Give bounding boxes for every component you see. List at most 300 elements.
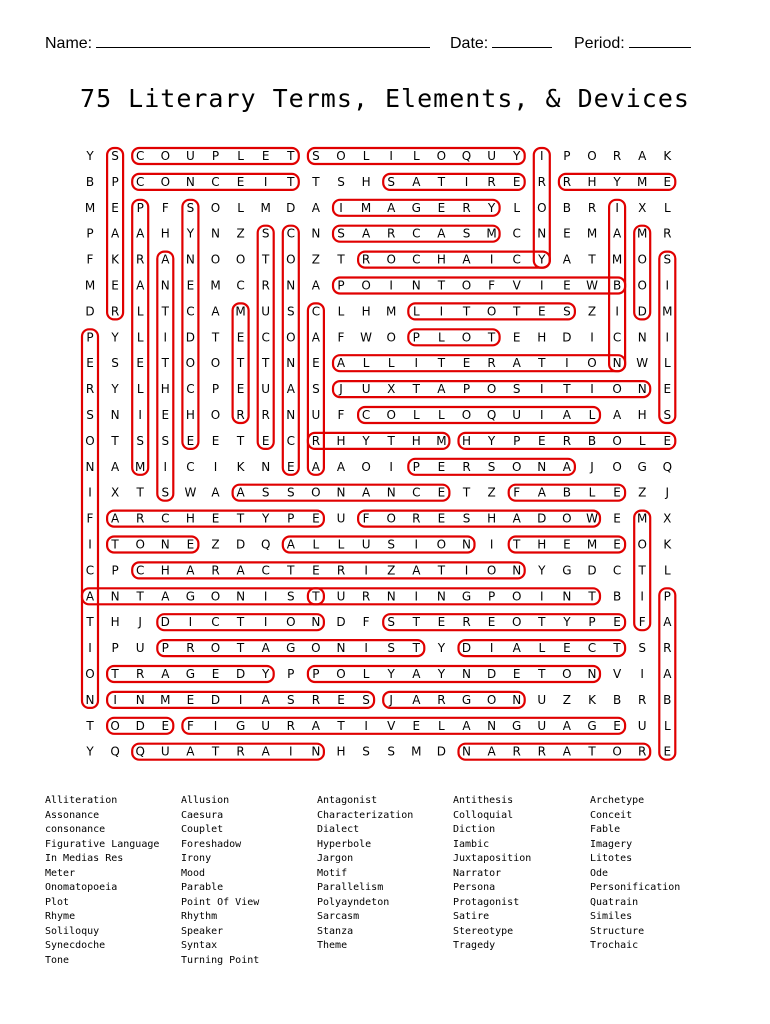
grid-letter[interactable]: O	[461, 330, 472, 345]
grid-letter[interactable]: H	[487, 511, 497, 526]
grid-letter[interactable]: M	[360, 200, 372, 215]
grid-letter[interactable]: F	[488, 278, 496, 293]
grid-letter[interactable]: G	[185, 589, 196, 604]
grid-letter[interactable]: P	[588, 615, 596, 630]
grid-letter[interactable]: L	[237, 200, 244, 215]
grid-letter[interactable]: M	[637, 511, 648, 526]
grid-letter[interactable]: S	[261, 485, 270, 500]
grid-letter[interactable]: C	[85, 563, 95, 578]
grid-letter[interactable]: A	[387, 200, 396, 215]
grid-letter[interactable]: D	[461, 641, 472, 656]
grid-letter[interactable]: M	[611, 252, 623, 267]
grid-letter[interactable]: A	[261, 692, 270, 707]
grid-letter[interactable]: O	[637, 252, 647, 267]
grid-letter[interactable]: A	[412, 667, 421, 681]
grid-letter[interactable]: E	[538, 433, 546, 448]
grid-letter[interactable]: M	[84, 278, 96, 293]
grid-letter[interactable]: R	[612, 149, 622, 163]
grid-letter[interactable]: A	[261, 641, 270, 656]
grid-letter[interactable]: N	[85, 692, 95, 707]
grid-letter[interactable]: Y	[487, 433, 496, 448]
grid-letter[interactable]: R	[136, 667, 145, 681]
grid-letter[interactable]: A	[286, 537, 295, 552]
grid-letter[interactable]: I	[289, 744, 293, 759]
grid-letter[interactable]: M	[84, 200, 96, 215]
grid-letter[interactable]: W	[360, 330, 373, 345]
grid-letter[interactable]: H	[160, 382, 170, 397]
grid-letter[interactable]: C	[211, 174, 220, 189]
grid-letter[interactable]: Y	[262, 511, 270, 526]
grid-letter[interactable]: L	[362, 149, 370, 163]
grid-letter[interactable]: A	[562, 744, 572, 759]
grid-letter[interactable]: O	[386, 408, 396, 422]
grid-letter[interactable]: C	[311, 304, 321, 319]
grid-letter[interactable]: E	[538, 304, 546, 319]
grid-letter[interactable]: A	[236, 485, 245, 500]
grid-letter[interactable]: M	[637, 174, 648, 189]
grid-letter[interactable]: T	[613, 641, 621, 656]
grid-letter[interactable]: B	[85, 174, 95, 189]
grid-letter[interactable]: R	[638, 744, 647, 759]
grid-letter[interactable]: O	[486, 382, 497, 397]
grid-letter[interactable]: P	[136, 200, 144, 215]
grid-letter[interactable]: T	[462, 304, 471, 319]
grid-letter[interactable]: E	[337, 692, 345, 707]
grid-letter[interactable]: N	[286, 408, 296, 422]
grid-letter[interactable]: C	[612, 330, 622, 345]
grid-letter[interactable]: P	[161, 641, 169, 656]
grid-letter[interactable]: T	[337, 252, 345, 267]
grid-letter[interactable]: R	[387, 226, 396, 241]
grid-letter[interactable]: F	[513, 485, 521, 500]
grid-letter[interactable]: P	[513, 433, 521, 448]
grid-letter[interactable]: Y	[362, 433, 370, 448]
grid-letter[interactable]: T	[487, 330, 496, 345]
grid-letter[interactable]: T	[236, 356, 245, 371]
grid-letter[interactable]: O	[461, 278, 472, 293]
grid-letter[interactable]: I	[439, 304, 444, 319]
grid-letter[interactable]: C	[236, 278, 245, 293]
grid-letter[interactable]: G	[562, 563, 572, 578]
grid-letter[interactable]: R	[186, 641, 195, 656]
grid-letter[interactable]: L	[387, 356, 395, 371]
grid-letter[interactable]: R	[236, 408, 245, 422]
grid-letter[interactable]: P	[337, 278, 345, 293]
grid-letter[interactable]: Q	[662, 459, 673, 474]
grid-letter[interactable]: D	[336, 615, 346, 630]
date-blank-line[interactable]	[492, 32, 552, 48]
grid-letter[interactable]: S	[111, 149, 119, 163]
date-field[interactable]	[450, 32, 552, 53]
grid-letter[interactable]: R	[261, 408, 270, 422]
grid-letter[interactable]: U	[261, 718, 271, 733]
grid-letter[interactable]: E	[663, 174, 672, 189]
grid-letter[interactable]: G	[461, 692, 472, 707]
grid-letter[interactable]: R	[361, 589, 371, 604]
grid-letter[interactable]: A	[412, 174, 421, 189]
grid-letter[interactable]: Y	[613, 174, 621, 189]
grid-letter[interactable]: R	[85, 382, 95, 397]
grid-letter[interactable]: U	[135, 641, 145, 656]
grid-letter[interactable]: G	[286, 641, 296, 656]
grid-letter[interactable]: R	[663, 641, 672, 656]
grid-letter[interactable]: I	[163, 330, 168, 345]
period-field[interactable]	[574, 32, 691, 53]
grid-letter[interactable]: E	[161, 408, 170, 422]
grid-letter[interactable]: L	[663, 718, 671, 733]
grid-letter[interactable]: T	[236, 511, 245, 526]
grid-letter[interactable]: B	[612, 278, 622, 293]
grid-letter[interactable]: A	[161, 667, 170, 681]
grid-letter[interactable]: I	[489, 252, 494, 267]
grid-letter[interactable]: C	[361, 408, 371, 422]
grid-letter[interactable]: I	[238, 692, 243, 707]
grid-letter[interactable]: E	[161, 718, 170, 733]
grid-letter[interactable]: N	[512, 692, 522, 707]
grid-letter[interactable]: O	[486, 692, 497, 707]
grid-letter[interactable]: D	[135, 718, 145, 733]
grid-letter[interactable]: O	[210, 589, 221, 604]
grid-letter[interactable]: M	[260, 200, 271, 215]
grid-letter[interactable]: O	[160, 174, 171, 189]
grid-letter[interactable]: E	[487, 615, 496, 630]
grid-letter[interactable]: O	[386, 330, 396, 345]
grid-letter[interactable]: N	[637, 330, 647, 345]
grid-letter[interactable]: A	[512, 641, 521, 656]
grid-letter[interactable]: Z	[311, 252, 321, 267]
grid-letter[interactable]: M	[637, 226, 648, 241]
grid-letter[interactable]: Y	[437, 667, 446, 681]
grid-letter[interactable]: N	[311, 226, 321, 241]
grid-letter[interactable]: R	[487, 174, 496, 189]
grid-letter[interactable]: C	[136, 149, 145, 163]
grid-letter[interactable]: L	[438, 718, 445, 733]
grid-letter[interactable]: A	[136, 278, 145, 293]
grid-letter[interactable]: I	[88, 485, 92, 500]
grid-letter[interactable]: K	[111, 252, 120, 267]
grid-letter[interactable]: A	[186, 744, 195, 759]
grid-letter[interactable]: O	[562, 511, 572, 526]
grid-letter[interactable]: T	[538, 615, 546, 630]
grid-letter[interactable]: O	[612, 744, 622, 759]
grid-letter[interactable]: C	[512, 226, 521, 241]
grid-letter[interactable]: M	[160, 692, 171, 707]
grid-letter[interactable]: Y	[387, 667, 395, 681]
grid-letter[interactable]: O	[135, 537, 145, 552]
grid-letter[interactable]: A	[85, 589, 95, 604]
grid-letter[interactable]: T	[538, 667, 546, 681]
grid-letter[interactable]: O	[85, 667, 95, 681]
grid-letter[interactable]: S	[312, 382, 320, 397]
grid-letter[interactable]: E	[412, 718, 421, 733]
grid-letter[interactable]: I	[565, 356, 569, 371]
grid-letter[interactable]: P	[86, 226, 94, 241]
grid-letter[interactable]: N	[110, 589, 120, 604]
grid-letter[interactable]: I	[163, 459, 168, 474]
grid-letter[interactable]: C	[286, 433, 295, 448]
grid-letter[interactable]: L	[663, 563, 671, 578]
grid-letter[interactable]: F	[186, 718, 194, 733]
grid-letter[interactable]: Y	[487, 200, 496, 215]
grid-letter[interactable]: O	[486, 304, 497, 319]
grid-letter[interactable]: C	[512, 252, 521, 267]
grid-letter[interactable]: G	[235, 718, 246, 733]
grid-letter[interactable]: B	[562, 485, 572, 500]
grid-letter[interactable]: A	[512, 356, 521, 371]
grid-letter[interactable]: T	[312, 174, 320, 189]
grid-letter[interactable]: T	[136, 589, 144, 604]
grid-letter[interactable]: I	[263, 615, 268, 630]
grid-letter[interactable]: A	[412, 563, 421, 578]
grid-letter[interactable]: Q	[260, 537, 271, 552]
grid-letter[interactable]: X	[638, 200, 647, 215]
grid-letter[interactable]: N	[135, 692, 145, 707]
grid-letter[interactable]: L	[412, 304, 420, 319]
grid-letter[interactable]: R	[412, 511, 421, 526]
grid-letter[interactable]: J	[665, 485, 670, 500]
grid-letter[interactable]: C	[186, 304, 195, 319]
grid-letter[interactable]: T	[337, 718, 345, 733]
grid-letter[interactable]: C	[211, 615, 220, 630]
grid-letter[interactable]: Z	[587, 304, 597, 319]
grid-letter[interactable]: A	[211, 485, 220, 500]
grid-letter[interactable]: I	[414, 356, 419, 371]
grid-letter[interactable]: I	[263, 589, 268, 604]
grid-letter[interactable]: S	[161, 433, 170, 448]
grid-letter[interactable]: O	[386, 252, 396, 267]
grid-letter[interactable]: I	[590, 330, 594, 345]
grid-letter[interactable]: T	[513, 537, 521, 552]
grid-letter[interactable]: Y	[513, 149, 521, 163]
grid-letter[interactable]: E	[111, 200, 119, 215]
grid-letter[interactable]: O	[311, 641, 321, 656]
grid-letter[interactable]: N	[286, 278, 296, 293]
grid-letter[interactable]: F	[86, 252, 94, 267]
grid-letter[interactable]: A	[336, 356, 346, 371]
grid-letter[interactable]: E	[437, 485, 446, 500]
grid-letter[interactable]: T	[538, 356, 546, 371]
grid-letter[interactable]: O	[210, 200, 221, 215]
grid-letter[interactable]: T	[287, 174, 295, 189]
grid-letter[interactable]: O	[461, 408, 472, 422]
grid-letter[interactable]: W	[184, 485, 197, 500]
grid-letter[interactable]: S	[387, 174, 396, 189]
grid-letter[interactable]: L	[136, 330, 144, 345]
grid-letter[interactable]: N	[462, 744, 471, 759]
grid-letter[interactable]: E	[136, 356, 144, 371]
grid-letter[interactable]: A	[311, 330, 321, 345]
grid-letter[interactable]: M	[386, 304, 397, 319]
grid-letter[interactable]: H	[336, 744, 346, 759]
grid-letter[interactable]: P	[412, 459, 420, 474]
grid-letter[interactable]: O	[587, 356, 597, 371]
grid-letter[interactable]: T	[638, 563, 646, 578]
grid-letter[interactable]: A	[663, 667, 672, 681]
grid-letter[interactable]: D	[160, 615, 170, 630]
grid-letter[interactable]: B	[587, 433, 597, 448]
grid-letter[interactable]: N	[637, 382, 647, 397]
grid-letter[interactable]: Z	[562, 692, 572, 707]
grid-letter[interactable]: K	[588, 692, 596, 707]
grid-letter[interactable]: J	[138, 615, 142, 630]
grid-letter[interactable]: A	[612, 226, 622, 241]
grid-letter[interactable]: W	[636, 356, 649, 371]
grid-letter[interactable]: Q	[486, 408, 497, 422]
grid-letter[interactable]: S	[462, 226, 471, 241]
grid-letter[interactable]: C	[136, 563, 145, 578]
grid-letter[interactable]: D	[286, 200, 296, 215]
grid-letter[interactable]: X	[387, 382, 396, 397]
grid-letter[interactable]: E	[261, 149, 270, 163]
grid-letter[interactable]: I	[88, 641, 92, 656]
grid-letter[interactable]: E	[512, 174, 521, 189]
grid-letter[interactable]: O	[511, 615, 522, 630]
grid-letter[interactable]: L	[362, 356, 370, 371]
grid-letter[interactable]: Y	[262, 667, 270, 681]
grid-letter[interactable]: Y	[437, 641, 446, 656]
grid-letter[interactable]: O	[160, 149, 171, 163]
grid-letter[interactable]: I	[88, 537, 92, 552]
grid-letter[interactable]: D	[587, 563, 597, 578]
grid-letter[interactable]: T	[312, 589, 320, 604]
grid-letter[interactable]: N	[185, 174, 195, 189]
grid-letter[interactable]: Z	[487, 485, 496, 500]
grid-letter[interactable]: R	[437, 692, 446, 707]
grid-letter[interactable]: A	[437, 382, 446, 397]
grid-letter[interactable]: O	[361, 459, 371, 474]
grid-letter[interactable]: S	[312, 149, 320, 163]
grid-letter[interactable]: S	[362, 692, 370, 707]
grid-letter[interactable]: I	[489, 641, 494, 656]
grid-letter[interactable]: S	[663, 408, 672, 422]
grid-letter[interactable]: T	[236, 433, 245, 448]
grid-letter[interactable]: E	[512, 667, 521, 681]
grid-letter[interactable]: E	[563, 226, 571, 241]
grid-letter[interactable]: I	[615, 200, 619, 215]
grid-letter[interactable]: A	[562, 252, 572, 267]
grid-letter[interactable]: E	[211, 667, 220, 681]
grid-letter[interactable]: U	[261, 304, 271, 319]
grid-letter[interactable]: E	[613, 537, 621, 552]
grid-letter[interactable]: I	[640, 589, 644, 604]
grid-letter[interactable]: J	[339, 382, 343, 397]
grid-letter[interactable]: R	[537, 174, 546, 189]
grid-letter[interactable]: X	[663, 511, 672, 526]
grid-letter[interactable]: D	[637, 304, 647, 319]
grid-letter[interactable]: S	[387, 744, 396, 759]
grid-letter[interactable]: N	[386, 485, 396, 500]
grid-letter[interactable]: L	[513, 200, 521, 215]
grid-letter[interactable]: A	[136, 226, 145, 241]
grid-letter[interactable]: Y	[563, 615, 571, 630]
grid-letter[interactable]: I	[414, 537, 419, 552]
grid-letter[interactable]: P	[111, 563, 119, 578]
grid-letter[interactable]: I	[489, 537, 494, 552]
grid-letter[interactable]: P	[211, 382, 220, 397]
grid-letter[interactable]: R	[211, 563, 220, 578]
grid-letter[interactable]: O	[210, 252, 221, 267]
grid-letter[interactable]: T	[563, 382, 571, 397]
grid-letter[interactable]: H	[361, 304, 371, 319]
grid-letter[interactable]: Q	[135, 744, 145, 759]
grid-letter[interactable]: W	[586, 278, 598, 293]
grid-letter[interactable]: T	[437, 278, 446, 293]
grid-letter[interactable]: U	[261, 382, 271, 397]
grid-letter[interactable]: E	[437, 511, 446, 526]
grid-letter[interactable]: O	[336, 667, 346, 681]
grid-letter[interactable]: G	[637, 459, 647, 474]
grid-letter[interactable]: S	[136, 433, 145, 448]
grid-letter[interactable]: O	[612, 433, 622, 448]
grid-letter[interactable]: L	[136, 382, 144, 397]
grid-letter[interactable]: I	[213, 718, 218, 733]
grid-letter[interactable]: L	[136, 304, 144, 319]
grid-letter[interactable]: A	[110, 459, 120, 474]
grid-letter[interactable]: N	[160, 537, 170, 552]
grid-letter[interactable]: A	[663, 615, 672, 630]
grid-letter[interactable]: C	[261, 330, 270, 345]
grid-letter[interactable]: C	[136, 174, 145, 189]
grid-letter[interactable]: D	[85, 304, 95, 319]
grid-letter[interactable]: M	[486, 226, 497, 241]
grid-letter[interactable]: O	[210, 408, 221, 422]
grid-letter[interactable]: H	[537, 330, 547, 345]
grid-letter[interactable]: A	[612, 408, 622, 422]
grid-letter[interactable]: O	[612, 459, 622, 474]
grid-letter[interactable]: O	[562, 667, 572, 681]
grid-letter[interactable]: G	[411, 200, 421, 215]
grid-letter[interactable]: S	[387, 537, 396, 552]
grid-letter[interactable]: Z	[387, 563, 396, 578]
grid-letter[interactable]: I	[138, 408, 142, 422]
grid-letter[interactable]: S	[261, 226, 270, 241]
grid-letter[interactable]: F	[86, 511, 94, 526]
grid-letter[interactable]: R	[462, 615, 471, 630]
grid-letter[interactable]: T	[236, 641, 245, 656]
grid-letter[interactable]: R	[311, 433, 321, 448]
grid-letter[interactable]: E	[437, 200, 446, 215]
name-field[interactable]	[45, 32, 430, 53]
grid-letter[interactable]: N	[211, 226, 220, 241]
grid-letter[interactable]: L	[663, 356, 671, 371]
grid-letter[interactable]: T	[437, 174, 446, 189]
grid-letter[interactable]: O	[511, 589, 522, 604]
grid-letter[interactable]: A	[311, 200, 321, 215]
grid-letter[interactable]: E	[186, 433, 195, 448]
grid-letter[interactable]: L	[362, 667, 370, 681]
grid-letter[interactable]: L	[412, 408, 420, 422]
grid-letter[interactable]: N	[185, 252, 195, 267]
grid-letter[interactable]: I	[665, 278, 670, 293]
grid-letter[interactable]: G	[587, 718, 597, 733]
grid-letter[interactable]: P	[211, 149, 220, 163]
grid-letter[interactable]: G	[512, 718, 522, 733]
grid-letter[interactable]: D	[210, 692, 221, 707]
grid-letter[interactable]: E	[287, 459, 295, 474]
grid-letter[interactable]: H	[587, 174, 597, 189]
grid-letter[interactable]: K	[663, 149, 672, 163]
grid-letter[interactable]: T	[287, 563, 295, 578]
grid-letter[interactable]: H	[160, 226, 170, 241]
grid-letter[interactable]: F	[362, 511, 370, 526]
grid-letter[interactable]: D	[235, 537, 246, 552]
grid-letter[interactable]: O	[361, 278, 371, 293]
grid-letter[interactable]: T	[588, 252, 596, 267]
grid-letter[interactable]: I	[339, 200, 343, 215]
grid-letter[interactable]: A	[361, 226, 371, 241]
grid-letter[interactable]: I	[665, 330, 670, 345]
grid-letter[interactable]: O	[612, 382, 622, 397]
